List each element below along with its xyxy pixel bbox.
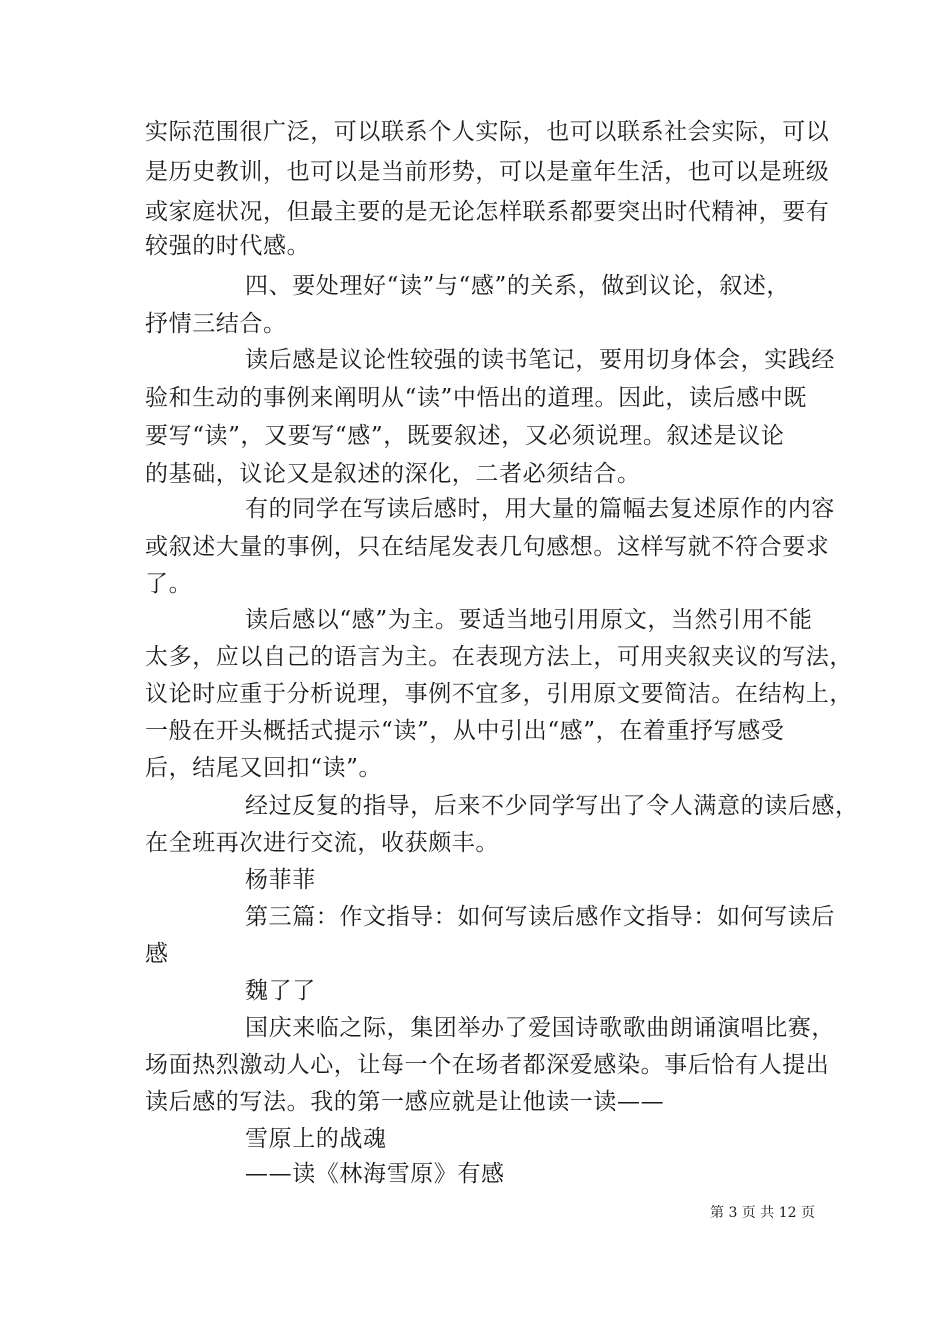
text-line: 实际范围很广泛，可以联系个人实际，也可以联系社会实际，可以 <box>145 119 830 145</box>
text-line: 经过反复的指导，后来不少同学写出了令人满意的读后感， <box>245 793 859 819</box>
page-number: 第 3 页 共 12 页 <box>710 1205 815 1221</box>
heading-line: 四、要处理好“读”与“感”的关系，做到议论，叙述， <box>245 273 791 299</box>
text-line: 验和生动的事例来阐明从“读”中悟出的道理。因此，读后感中既 <box>145 385 807 411</box>
text-line: 有的同学在写读后感时，用大量的篇幅去复述原作的内容 <box>245 496 835 522</box>
text-line: 了。 <box>145 571 193 597</box>
section-title: 感 <box>145 941 169 967</box>
essay-subtitle: ——读《林海雪原》有感 <box>245 1161 505 1187</box>
text-line: 或叙述大量的事例，只在结尾发表几句感想。这样写就不符合要求 <box>145 534 830 560</box>
essay-title: 雪原上的战魂 <box>245 1126 387 1152</box>
author-name: 魏了了 <box>245 978 316 1004</box>
text-line: 议论时应重于分析说理，事例不宜多，引用原文要简洁。在结构上， <box>145 681 853 707</box>
text-line: 读后感是议论性较强的读书笔记，要用切身体会，实践经 <box>245 347 835 373</box>
text-line: 读后感以“感”为主。要适当地引用原文，当然引用不能 <box>245 607 813 633</box>
text-line: 后，结尾又回扣“读”。 <box>145 755 383 781</box>
text-line: 场面热烈激动人心，让每一个在场者都深爱感染。事后恰有人提出 <box>145 1052 830 1078</box>
text-line: 要写“读”，又要写“感”，既要叙述，又必须说理。叙述是议论 <box>145 423 785 449</box>
text-line: 或家庭状况，但最主要的是无论怎样联系都要突出时代精神，要有 <box>145 199 830 225</box>
section-title: 第三篇：作文指导：如何写读后感作文指导：如何写读后 <box>245 904 835 930</box>
text-line: 较强的时代感。 <box>145 233 311 259</box>
text-line: 一般在开头概括式提示“读”，从中引出“感”，在着重抒写感受 <box>145 718 785 744</box>
text-line: 读后感的写法。我的第一感应就是让他读一读—— <box>145 1089 665 1115</box>
author-name: 杨菲菲 <box>245 867 316 893</box>
heading-line: 抒情三结合。 <box>145 311 287 337</box>
text-line: 是历史教训，也可以是当前形势，可以是童年生活，也可以是班级 <box>145 159 830 185</box>
text-line: 的基础，议论又是叙述的深化，二者必须结合。 <box>145 461 641 487</box>
text-line: 在全班再次进行交流，收获颇丰。 <box>145 830 499 856</box>
text-line: 国庆来临之际，集团举办了爱国诗歌歌曲朗诵演唱比赛， <box>245 1015 835 1041</box>
text-line: 太多，应以自己的语言为主。在表现方法上，可用夹叙夹议的写法， <box>145 644 853 670</box>
